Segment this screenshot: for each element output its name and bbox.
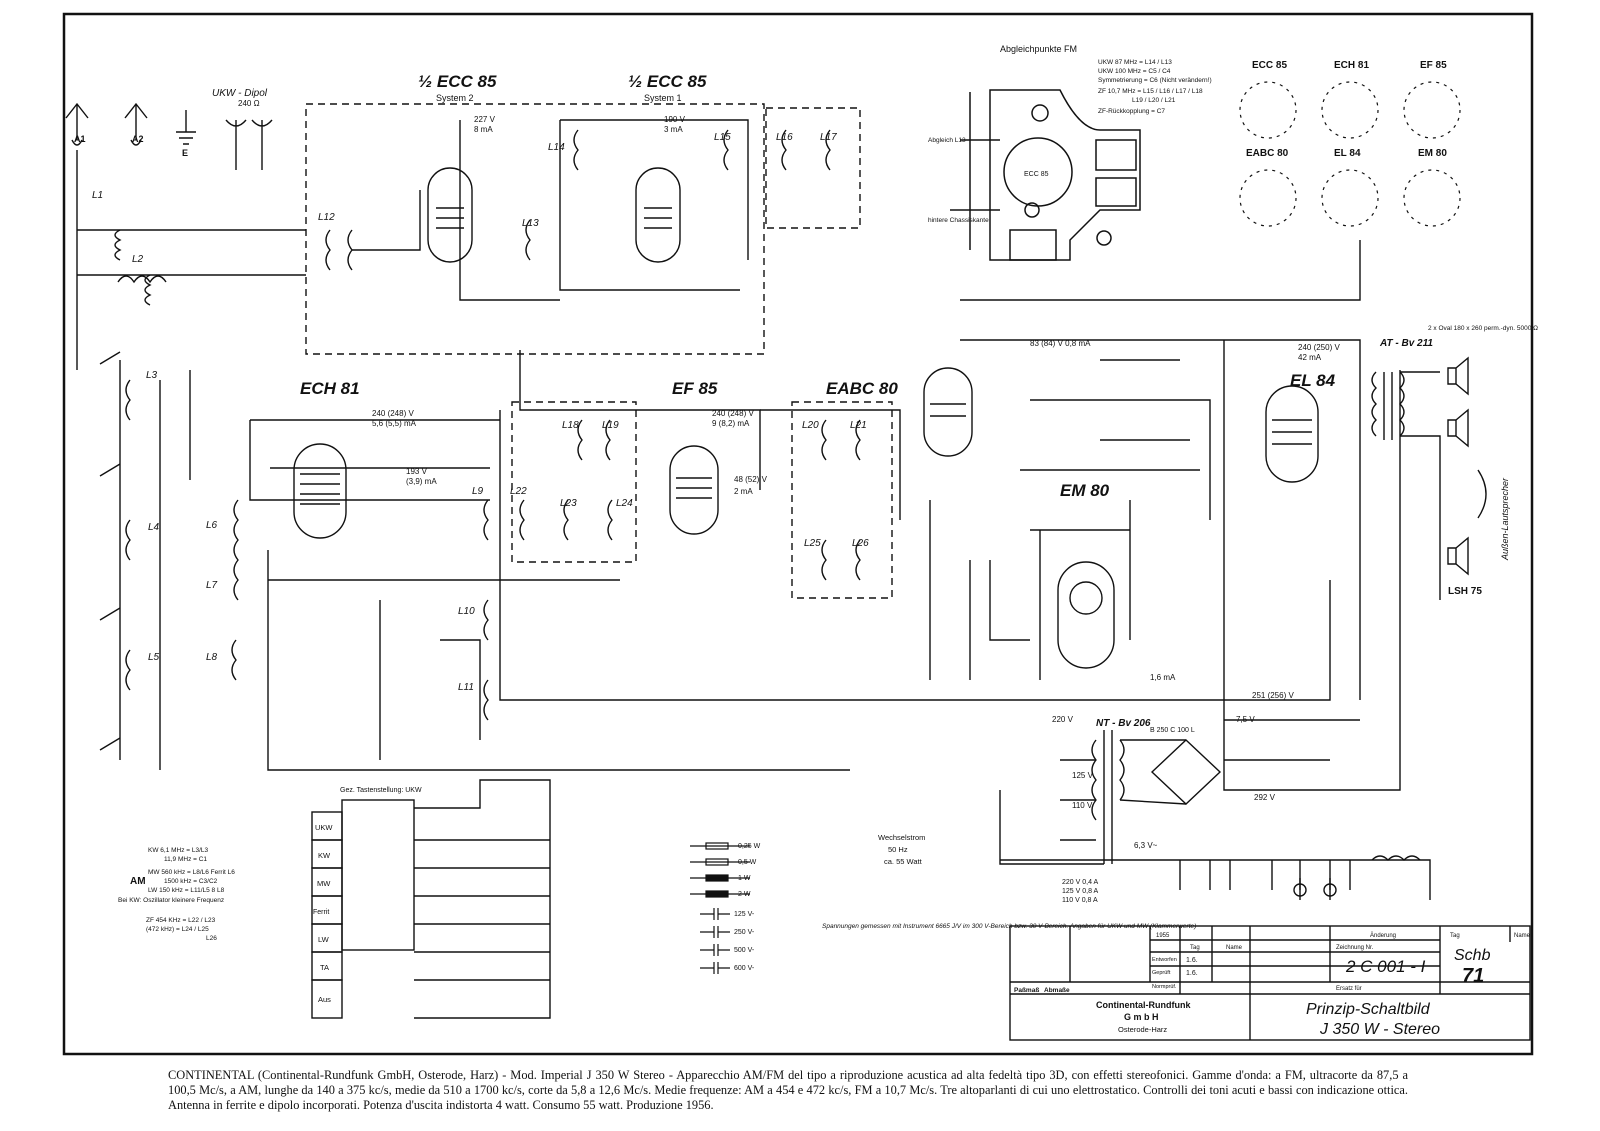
- tb-title: Prinzip-Schaltbild: [1306, 1001, 1430, 1018]
- tb-drawing-number: 2 C 001 - I: [1346, 957, 1426, 976]
- fm-alignment-line: UKW 87 MHz = L14 / L13: [1098, 59, 1172, 66]
- am-line: KW 6,1 MHz = L3/L3: [148, 847, 209, 854]
- tb-drawn-date: 1.6.: [1186, 957, 1198, 964]
- coil-label: L16: [776, 132, 793, 143]
- fm-alignment-line: ZF-Rückkopplung = C7: [1098, 108, 1166, 115]
- mains-110: 110 V: [1072, 801, 1093, 810]
- tb-year: 1955: [1156, 933, 1170, 939]
- coil-label: L26: [852, 538, 869, 549]
- legend-resistor: 1 W: [738, 875, 751, 882]
- tb-checked: Geprüft: [1152, 970, 1171, 976]
- fm-alignment-line: L19 / L20 / L21: [1132, 97, 1176, 104]
- switch-key-label: Aus: [318, 995, 331, 1004]
- tube-ef85: EF 85: [672, 379, 718, 398]
- switch-key-label: MW: [317, 879, 331, 888]
- mains-125: 125 V: [1072, 771, 1093, 780]
- antenna-a2-label: A2: [132, 134, 144, 144]
- mains-in: Wechselstrom: [878, 833, 926, 842]
- pinout-title: ECH 81: [1334, 60, 1370, 71]
- coil-label: L19: [602, 420, 619, 431]
- am-zf: (472 kHz) = L24 / L25: [146, 926, 209, 933]
- tube-eabc80: EABC 80: [826, 379, 898, 398]
- coil-label: L6: [206, 520, 218, 531]
- voltage-label: 227 V: [474, 115, 495, 124]
- legend-cap: 250 V-: [734, 929, 755, 936]
- tube-ecc85-system1-sub: System 1: [644, 93, 682, 103]
- tb-abmass: Abmaße: [1044, 987, 1070, 994]
- rectifier-label: B 250 C 100 L: [1150, 727, 1195, 734]
- coil-label: L5: [148, 652, 160, 663]
- legend-cap: 600 V-: [734, 965, 755, 972]
- voltage-label: 190 V: [664, 115, 685, 124]
- am-zf: L26: [206, 935, 217, 942]
- tb-company3: Osterode-Harz: [1118, 1025, 1168, 1034]
- legend-cap: 500 V-: [734, 947, 755, 954]
- tb-schb: Schb: [1454, 947, 1491, 964]
- tb-drawn: Entworfen: [1152, 957, 1177, 963]
- coil-label: L17: [820, 132, 837, 143]
- coil-label: L24: [616, 498, 633, 509]
- legend-resistor: 2 W: [738, 891, 751, 898]
- voltage-label: (3,9) mA: [406, 477, 437, 486]
- legend-resistor: 0,5 W: [738, 859, 757, 866]
- measurement-note: Spannungen gemessen mit Instrument 6665 J/V im 300 V-Bereich bzw. 30 V-Bereich. Angaben für UKW und MW (Klammerwerte): [822, 923, 1197, 930]
- voltage-label: 42 mA: [1298, 353, 1322, 362]
- tb-name-label: Name: [1226, 945, 1243, 951]
- tb-norm: Normprüf.: [1152, 984, 1177, 990]
- fm-chassis: hintere Chassiskante: [928, 217, 989, 224]
- voltage-label: 193 V: [406, 467, 427, 476]
- circuit-wiring: [66, 104, 1486, 900]
- tb-sheet-name: Name: [1514, 933, 1531, 939]
- tb-checked-date: 1.6.: [1186, 970, 1198, 977]
- tube-ech81: ECH 81: [300, 379, 360, 398]
- am-line: MW 560 kHz = L8/L6 Ferrit L6: [148, 869, 235, 876]
- fuse-label: 110 V 0,8 A: [1062, 897, 1098, 904]
- tb-company2: G m b H: [1124, 1012, 1159, 1022]
- output-transformer-label: AT - Bv 211: [1380, 338, 1433, 349]
- tube-ecc85-system2: ½ ECC 85: [418, 72, 497, 91]
- pinout-title: ECC 85: [1252, 60, 1288, 71]
- switch-key-label: LW: [318, 935, 329, 944]
- tube-em80: EM 80: [1060, 481, 1110, 500]
- tube-el84: EL 84: [1290, 371, 1336, 390]
- voltage-label: 3 mA: [664, 125, 683, 134]
- switch-key-label: KW: [318, 851, 331, 860]
- coil-label: L11: [458, 682, 474, 693]
- labels: [74, 44, 1538, 1038]
- coil-label: L18: [562, 420, 579, 431]
- switch-title: Gez. Tastenstellung: UKW: [340, 787, 422, 794]
- voltage-label: 240 (248) V: [712, 409, 754, 418]
- switch-key-label: Ferrit: [313, 909, 330, 916]
- title-block: [1010, 926, 1530, 1040]
- earth-label: E: [182, 148, 189, 158]
- ext-speaker-label: Außen-Lautsprecher: [1500, 477, 1510, 560]
- fm-alignment-line: UKW 100 MHz = C5 / C4: [1098, 68, 1171, 75]
- fm-abgleich: Abgleich L13: [928, 137, 966, 144]
- am-note: Bei KW: Oszillator kleinere Frequenz: [118, 897, 225, 904]
- coil-label: L1: [92, 190, 104, 201]
- coil-label: L23: [560, 498, 577, 509]
- heater-label: 6,3 V~: [1134, 841, 1158, 850]
- coil-label: L13: [522, 218, 539, 229]
- switch-key-label: UKW: [315, 823, 333, 832]
- tb-change-label: Änderung: [1370, 933, 1397, 939]
- dipole-label: UKW - Dipol: [212, 88, 268, 99]
- mains-220: 220 V: [1052, 715, 1073, 724]
- coil-label: L12: [318, 212, 335, 223]
- voltage-label: 8 mA: [474, 125, 493, 134]
- fm-alignment-line: Symmetrierung = C6 (Nicht verändern!): [1098, 77, 1212, 84]
- tb-pass: Paßmaß: [1014, 987, 1040, 994]
- drawing-frame: [64, 14, 1532, 1054]
- description-caption: CONTINENTAL (Continental-Rundfunk GmbH, Osterode, Harz) - Mod. Imperial J 350 W Stereo - Apparecchio AM/FM del tipo a riproduzione acustica ad alta fedeltà tipo 3D, con effetti stereofonici. Gamme d'onda: a FM, ultracorte da 87,5 a 100,5 Mc/s, a AM, lunghe da 140 a 375 kc/s, medie da 510 a 1700 kc/s, corte da 5,8 a 12,6 Mc/s. Medie frequenze: AM a 454 e 472 kc/s, FM a 10,7 Mc/s. Tre altoparlanti di cui uno elettrostatico. Controlli dei toni acuti e bassi con indicazione ottica. Antenna in ferrite e dipolo incorporati. Potenza d'uscita indistorta 4 watt. Consumo 55 watt. Produzione 1956.: [168, 1068, 1408, 1112]
- am-zf: ZF 454 KHz = L22 / L23: [146, 917, 216, 924]
- legend-cap: 125 V-: [734, 911, 755, 918]
- mains-w: ca. 55 Watt: [884, 857, 922, 866]
- pinout-title: EL 84: [1334, 148, 1361, 159]
- coil-label: L10: [458, 606, 475, 617]
- am-line: 1500 kHz = C3/C2: [164, 878, 218, 885]
- dipole-ohm-label: 240 Ω: [238, 99, 260, 108]
- tb-sheet-label: Tag: [1450, 933, 1460, 939]
- voltage-label: 5,6 (5,5) mA: [372, 419, 417, 428]
- voltage-label: 240 (250) V: [1298, 343, 1340, 352]
- tb-replaced: Ersatz für: [1336, 986, 1362, 992]
- tb-company: Continental-Rundfunk: [1096, 1000, 1191, 1010]
- voltage-label: 240 (248) V: [372, 409, 414, 418]
- mains-hz: 50 Hz: [888, 845, 908, 854]
- coil-label: L3: [146, 370, 158, 381]
- coil-label: L21: [850, 420, 867, 431]
- coil-label: L8: [206, 652, 218, 663]
- coil-label: L14: [548, 142, 565, 153]
- voltage-label: 9 (8,2) mA: [712, 419, 750, 428]
- fm-alignment-title: Abgleichpunkte FM: [1000, 44, 1078, 54]
- tb-model: J 350 W - Stereo: [1320, 1021, 1441, 1038]
- coil-label: L15: [714, 132, 731, 143]
- switch-key-label: TA: [320, 963, 330, 972]
- voltage-label: 251 (256) V: [1252, 691, 1294, 700]
- coil-label: L25: [804, 538, 821, 549]
- speaker-note: 2 x Oval 180 x 260 perm.-dyn. 5000 Ω: [1428, 325, 1539, 332]
- am-title: AM: [130, 876, 146, 887]
- switch-table: [312, 780, 550, 1018]
- am-line: 11,9 MHz = C1: [164, 856, 208, 863]
- tb-draw-label: Zeichnung Nr.: [1336, 945, 1374, 951]
- pinout-title: EF 85: [1420, 60, 1447, 71]
- legend-resistor: 0,25 W: [738, 843, 761, 850]
- tube-ecc85-system1: ½ ECC 85: [628, 72, 707, 91]
- coil-label: L2: [132, 254, 144, 265]
- coil-label: L9: [472, 486, 484, 497]
- coil-label: L4: [148, 522, 160, 533]
- voltage-label: 83 (84) V 0,8 mA: [1030, 339, 1091, 348]
- fuse-label: 125 V 0,8 A: [1062, 888, 1099, 895]
- tb-schb-number: 71: [1462, 965, 1485, 987]
- am-line: LW 150 kHz = L11/L5 8 L8: [148, 887, 225, 894]
- lsh-label: LSH 75: [1448, 586, 1482, 597]
- coil-label: L22: [510, 486, 527, 497]
- pinout-title: EM 80: [1418, 148, 1447, 159]
- tube-ecc85-system2-sub: System 2: [436, 93, 474, 103]
- antenna-a1-label: A1: [74, 134, 86, 144]
- fuse-label: 220 V 0,4 A: [1062, 879, 1099, 886]
- voltage-label: 7,5 V: [1236, 715, 1255, 724]
- coil-label: L20: [802, 420, 819, 431]
- fm-ecc: ECC 85: [1024, 171, 1049, 178]
- coil-label: L7: [206, 580, 218, 591]
- voltage-label: 48 (52) V: [734, 475, 767, 484]
- voltage-label: 1,6 mA: [1150, 673, 1176, 682]
- voltage-label: 292 V: [1254, 793, 1275, 802]
- pinout-title: EABC 80: [1246, 148, 1289, 159]
- fm-alignment-line: ZF 10,7 MHz = L15 / L16 / L17 / L18: [1098, 88, 1203, 95]
- tb-date-label: Tag: [1190, 945, 1200, 951]
- mains-transformer-label: NT - Bv 206: [1096, 718, 1151, 729]
- voltage-label: 2 mA: [734, 487, 753, 496]
